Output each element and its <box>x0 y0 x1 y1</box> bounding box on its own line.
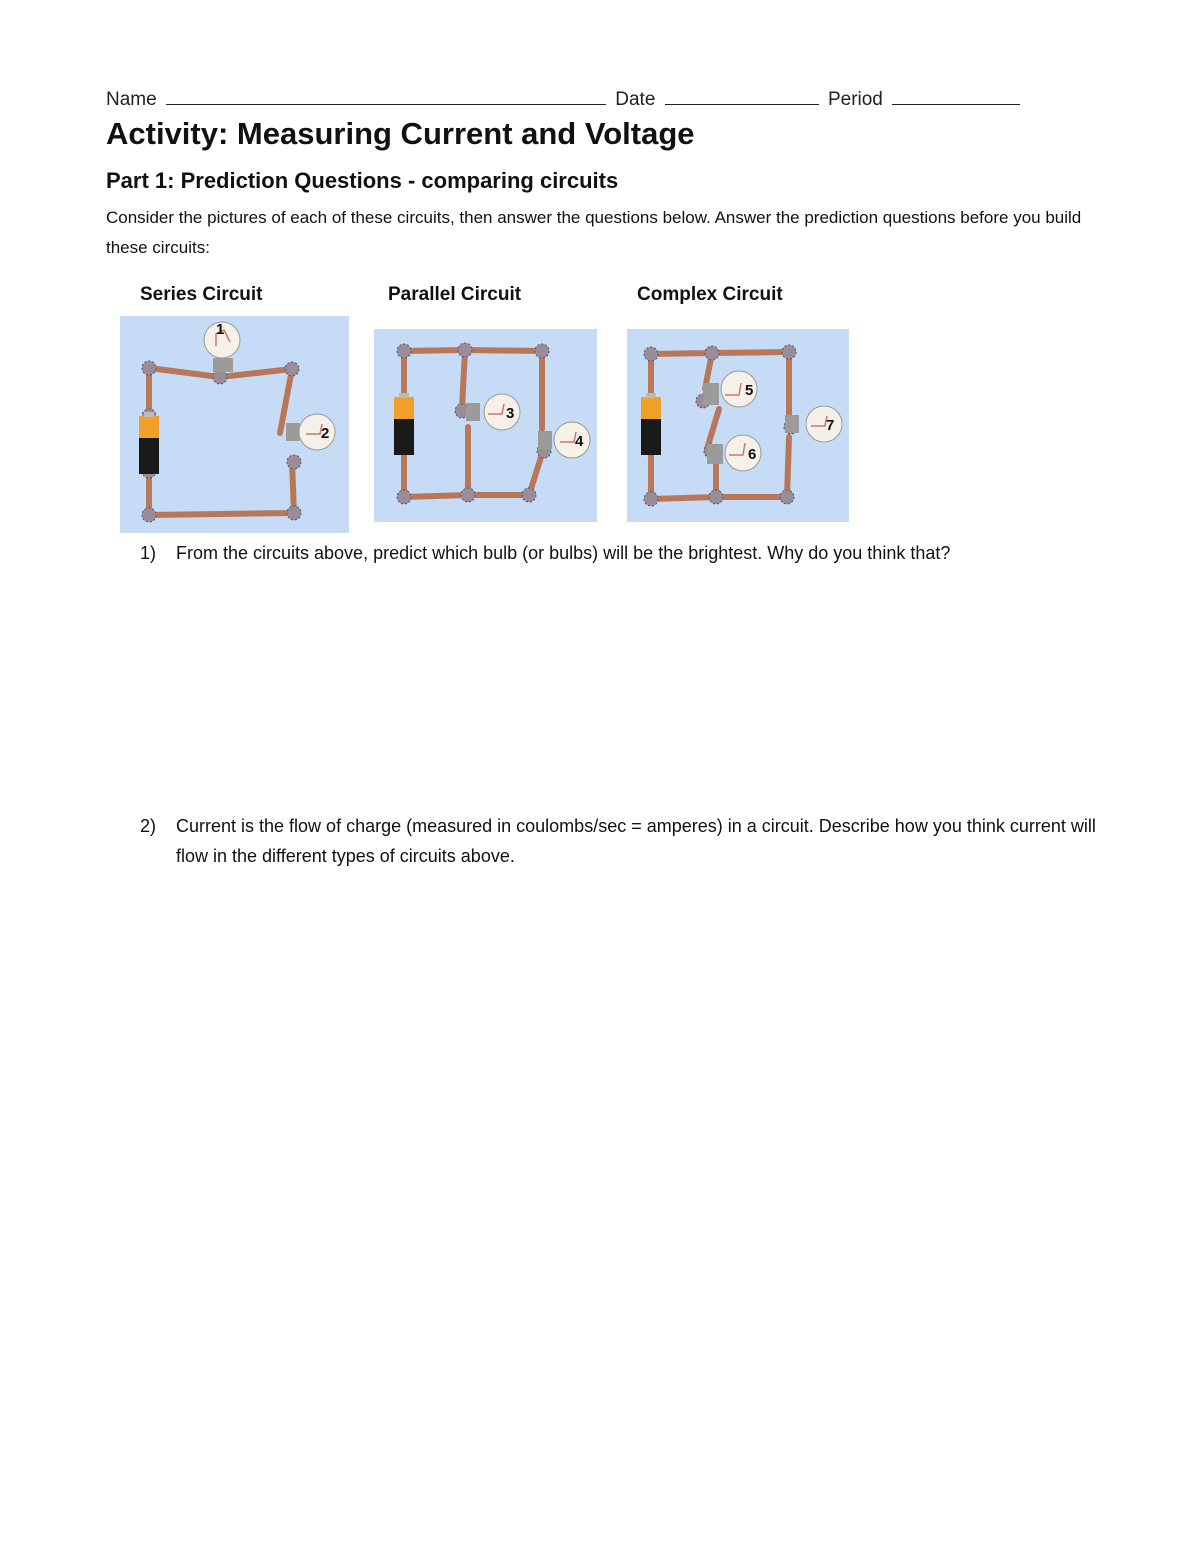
section-heading: Part 1: Prediction Questions - comparing circuits <box>106 168 619 193</box>
bulb-5-label: 5 <box>745 382 754 399</box>
date-label: Date <box>615 89 656 110</box>
page-title: Activity: Measuring Current and Voltage <box>106 116 695 151</box>
question-1-text: From the circuits above, predict which bulb (or bulbs) will be the brightest. Why do you think that? <box>176 543 951 563</box>
series-circuit-figure <box>120 316 349 533</box>
question-2-text: Current is the flow of charge (measured in coulombs/sec = amperes) in a circuit. Describe how you think current will flow in the different types of circuits above. <box>176 816 1096 866</box>
date-field[interactable] <box>665 86 819 105</box>
period-field[interactable] <box>892 86 1020 105</box>
intro-paragraph: Consider the pictures of each of these circuits, then answer the questions below. Answer the prediction questions before you build these circuits: <box>106 208 1082 257</box>
answer-area-2[interactable] <box>176 880 1096 1180</box>
period-label: Period <box>827 89 883 110</box>
name-field[interactable] <box>166 86 606 105</box>
bulb-1-label: 1 <box>216 321 225 338</box>
series-circuit-caption: Series Circuit <box>140 284 263 305</box>
bulb-2-label: 2 <box>321 425 330 442</box>
question-2 <box>140 811 1100 873</box>
parallel-circuit-caption: Parallel Circuit <box>388 284 522 305</box>
bulb-6-label: 6 <box>748 446 757 463</box>
bulb-4-label: 4 <box>575 433 584 450</box>
question-1-number: 1) <box>140 543 157 563</box>
battery-icon <box>641 393 661 455</box>
bulb-3-label: 3 <box>506 405 515 422</box>
answer-area-1[interactable] <box>176 578 1096 798</box>
header-line <box>106 86 1024 111</box>
complex-circuit-figure <box>627 329 849 522</box>
parallel-circuit-figure <box>374 329 597 522</box>
question-1 <box>140 538 1100 570</box>
name-label: Name <box>106 89 157 110</box>
question-2-number: 2) <box>140 816 157 836</box>
battery-icon <box>139 412 159 474</box>
complex-circuit-caption: Complex Circuit <box>637 284 783 305</box>
bulb-7-label: 7 <box>826 417 835 434</box>
battery-icon <box>394 393 414 455</box>
